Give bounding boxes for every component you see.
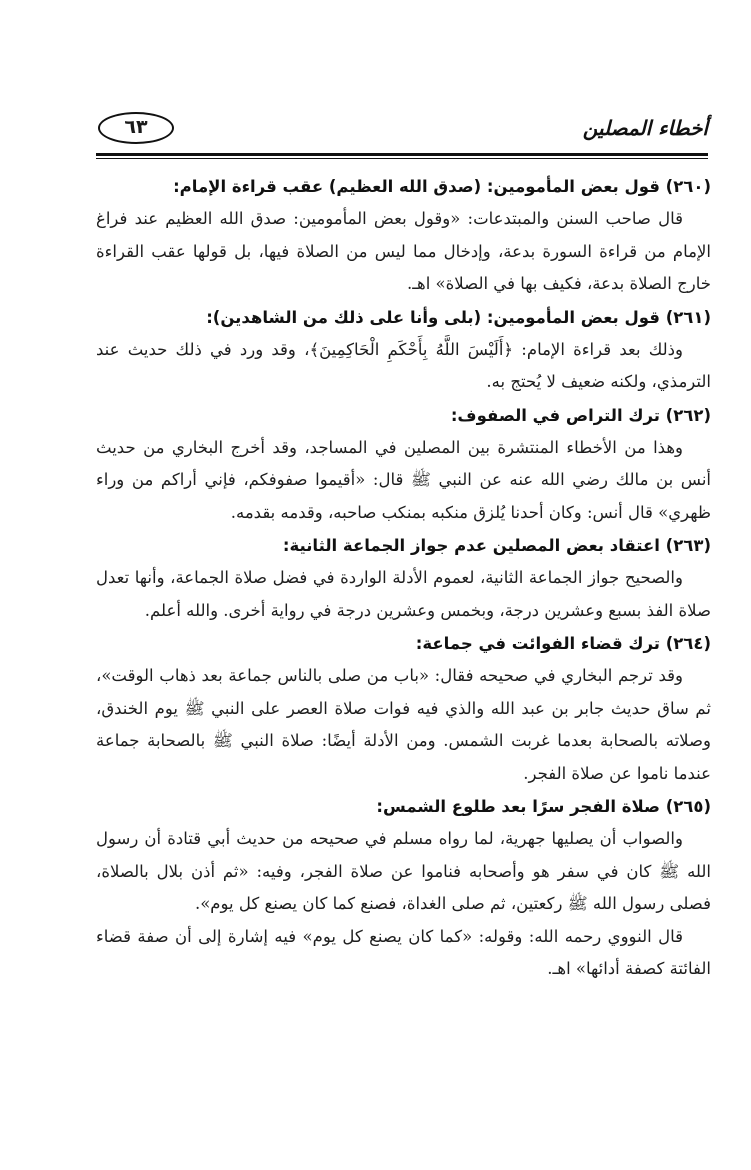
section-paragraph: قال صاحب السنن والمبتدعات: «وقول بعض المأمومين: صدق الله العظيم عند فراغ الإمام من قراءة السورة بدعة، وإدخال مما ليس من الصلاة فيها، بل قولها عقب القراءة خارج الصلاة بدعة، فكيف بها في الصلاة» اهـ. — [96, 209, 711, 293]
section-paragraph: وقد ترجم البخاري في صحيحه فقال: «باب من صلى بالناس جماعة بعد ذهاب الوقت»، ثم ساق حديث جابر بن عبد الله والذي فيه فوات صلاة العصر على النبي ﷺ يوم الخندق، وصلاته بالصحابة بعدما غربت الشمس. ومن الأدلة أيضًا: صلاة النبي ﷺ بالصحابة جماعة عندما ناموا عن صلاة الفجر. — [96, 666, 711, 783]
section-heading: (٢٦٢) ترك التراص في الصفوف: — [450, 405, 711, 425]
header-rule — [96, 153, 708, 156]
section-heading: (٢٦٣) اعتقاد بعض المصلين عدم جواز الجماعة الثانية: — [282, 536, 711, 555]
section-paragraph: قال النووي رحمه الله: وقوله: «كما كان يصنع كل يوم» فيه إشارة إلى أن صفة قضاء الفائتة كصفة أدائها» اهـ. — [96, 926, 711, 978]
section-261 — [96, 301, 711, 399]
page-number-badge: ٦٣ — [98, 112, 174, 144]
section-263 — [96, 529, 711, 627]
page-body — [96, 170, 711, 986]
section-heading: (٢٦٥) صلاة الفجر سرًا بعد طلوع الشمس: — [376, 797, 711, 816]
section-260 — [96, 170, 711, 301]
section-heading: (٢٦٤) ترك قضاء الفوائت في جماعة: — [415, 634, 711, 653]
section-paragraph: وذلك بعد قراءة الإمام: ﴿أَلَيْسَ اللَّهُ بِأَحْكَمِ الْحَاكِمِينَ﴾، وقد ورد في ذلك حديث عند الترمذي، ولكنه ضعيف لا يُحتج به. — [96, 339, 711, 391]
section-paragraph: والصحيح جواز الجماعة الثانية، لعموم الأدلة الواردة في فضل صلاة الجماعة، وأنها تعدل صلاة الفذ بسبع وعشرين درجة، وبخمس وعشرين درجة في رواية أخرى. والله أعلم. — [96, 568, 711, 620]
section-264 — [96, 627, 711, 790]
section-heading: (٢٦١) قول بعض المأمومين: (بلى وأنا على ذلك من الشاهدين): — [206, 307, 711, 327]
section-paragraph: وهذا من الأخطاء المنتشرة بين المصلين في المساجد، وقد أخرج البخاري من حديث أنس بن مالك رضي الله عنه عن النبي ﷺ قال: «أقيموا صفوفكم، فإني أراكم من وراء ظهري» قال أنس: وكان أحدنا يُلزق منكبه بمنكب صاحبه، وقدمه بقدمه. — [96, 437, 711, 522]
section-262 — [96, 399, 711, 530]
header-rule-thin — [96, 158, 708, 159]
running-title: أخطاء المصلين — [582, 116, 708, 140]
page-header — [96, 112, 708, 152]
section-paragraph: والصواب أن يصليها جهرية، لما رواه مسلم في صحيحه من حديث أبي قتادة أن رسول الله ﷺ كان في سفر هو وأصحابه فناموا عن صلاة الفجر، وفيه: «ثم أذن بلال بالصلاة، فصلى رسول الله ﷺ ركعتين، ثم صلى الغداة، فصنع كما كان يصنع كل يوم». — [96, 829, 711, 913]
section-heading: (٢٦٠) قول بعض المأمومين: (صدق الله العظيم) عقب قراءة الإمام: — [173, 177, 711, 196]
section-265 — [96, 790, 711, 986]
